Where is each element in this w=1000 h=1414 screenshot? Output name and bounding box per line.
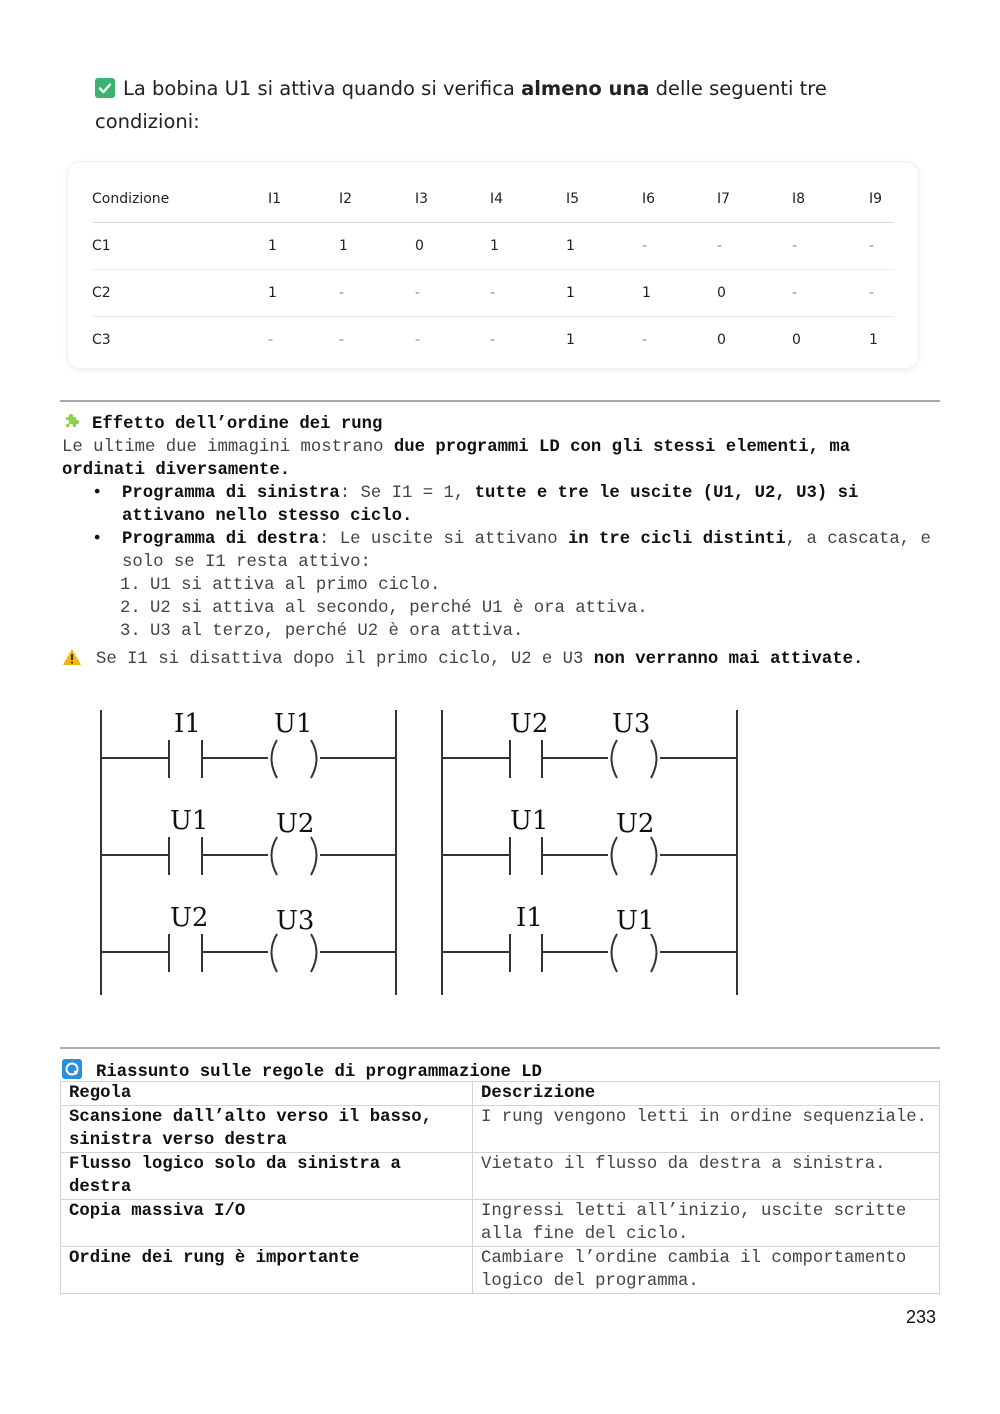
coil-symbol (612, 740, 657, 778)
list-item: 3. U3 al terzo, perché U2 è ora attiva. (120, 622, 524, 641)
coil-symbol (272, 837, 317, 875)
warning-icon (62, 648, 82, 674)
bullet-label: Programma di sinistra (122, 484, 340, 503)
step-text: U1 si attiva al primo ciclo. (150, 576, 441, 595)
check-icon (95, 78, 115, 98)
rung (101, 709, 396, 778)
ladder-diagram (90, 700, 770, 1000)
bullet-bold: tutte e tre le uscite (U1, U2, U3) si attivano nello stesso ciclo. (122, 484, 859, 526)
contact-label: U2 (510, 709, 549, 739)
intro-text: La bobina U1 si attiva quando si verifica (123, 77, 522, 100)
steps-list (62, 574, 942, 643)
header-cell: I6 (642, 176, 717, 223)
bullet-text: : Le uscite si attivano (319, 530, 568, 549)
list-item (122, 528, 942, 574)
table-cell: - (869, 270, 894, 317)
coil-label: U2 (276, 809, 315, 839)
bullet-text-end: , a cascata, e solo se I1 resta attivo: (122, 530, 931, 572)
coil-symbol (272, 934, 317, 972)
table-row (61, 1106, 940, 1153)
table-row (61, 1153, 940, 1200)
table-cell: - (792, 270, 869, 317)
coil-symbol (612, 837, 657, 875)
coil-symbol (272, 740, 317, 778)
bullet-label: Programma di destra (122, 530, 320, 549)
summary-table (60, 1081, 940, 1294)
rule-cell: Scansione dall’alto verso il basso, sinistra verso destra (61, 1106, 473, 1153)
header-cell: I9 (869, 176, 894, 223)
header-cell: I1 (268, 176, 339, 223)
table-cell: 0 (792, 317, 869, 364)
coil-label: U3 (276, 906, 315, 936)
contact-label: U1 (170, 806, 209, 836)
rung (442, 709, 737, 778)
table-cell: - (339, 317, 415, 364)
bullet-bold: in tre cicli distinti (567, 530, 786, 549)
summary-title (62, 1059, 542, 1082)
warning-note (62, 648, 942, 674)
rule-cell: Ordine dei rung è importante (61, 1247, 473, 1294)
table-cell: 1 (642, 270, 717, 317)
table-cell: - (490, 270, 566, 317)
page-number: 233 (906, 1307, 937, 1327)
table-cell: - (415, 270, 490, 317)
rung (442, 903, 737, 972)
effect-heading (62, 411, 942, 436)
table-cell: - (268, 317, 339, 364)
intro-paragraph (95, 72, 855, 138)
conditions-card (68, 162, 918, 368)
list-item: 2. U2 si attiva al secondo, perché U1 è ora attiva. (120, 599, 648, 618)
header-cell: I2 (339, 176, 415, 223)
coil-label: U2 (616, 809, 655, 839)
table-row (61, 1200, 940, 1247)
effect-heading-text: Effetto dell’ordine dei rung (92, 415, 383, 434)
table-cell: 1 (268, 238, 277, 254)
list-item: 1. U1 si attiva al primo ciclo. (120, 576, 441, 595)
summary-title-text: Riassunto sulle regole di programmazione LD (96, 1063, 542, 1082)
table-cell: 1 (869, 317, 894, 364)
table-cell: C3 (92, 317, 268, 364)
description-cell: Vietato il flusso da destra a sinistra. (473, 1153, 940, 1200)
intro-bold: almeno una (521, 77, 650, 100)
step-text: U2 si attiva al secondo, perché U1 è ora attiva. (150, 599, 648, 618)
table-cell: - (642, 317, 717, 364)
header-cell: Regola (61, 1082, 473, 1106)
description-cell: Cambiare l’ordine cambia il comportamento logico del programma. (473, 1247, 940, 1294)
table-cell: - (717, 238, 723, 254)
coil-label: U1 (274, 709, 313, 739)
table-cell: 1 (566, 270, 642, 317)
rung (101, 903, 396, 972)
table-header-row (92, 176, 894, 223)
table-cell: 1 (566, 317, 642, 364)
table-cell: 0 (415, 238, 424, 254)
effect-intro-text: Le ultime due immagini mostrano (62, 438, 394, 457)
table-cell: - (869, 238, 875, 254)
header-cell: I8 (792, 176, 869, 223)
intro-text-end: delle seguenti tre condizioni: (95, 77, 827, 133)
rule-cell: Flusso logico solo da sinistra a destra (61, 1153, 473, 1200)
table-header-row (61, 1082, 940, 1106)
coil-symbol (612, 934, 657, 972)
contact-label: U2 (170, 903, 209, 933)
table-cell: 1 (566, 238, 575, 254)
contact-label: I1 (516, 903, 543, 933)
warning-bold: non verranno mai attivate. (593, 650, 864, 669)
rule-cell: Copia massiva I/O (61, 1200, 473, 1247)
bullet-text: : Se I1 = 1, (339, 484, 475, 503)
rung (442, 806, 737, 875)
table-cell: 1 (490, 238, 499, 254)
list-item (122, 482, 942, 528)
warning-text: Se I1 si disattiva dopo il primo ciclo, U2 e U3 (96, 650, 594, 669)
table-cell: 0 (717, 270, 792, 317)
effect-intro-bold: due programmi LD con gli stessi elementi, ma ordinati diversamente. (62, 438, 851, 480)
effect-section (62, 411, 942, 674)
header-cell: I4 (490, 176, 566, 223)
header-cell: I7 (717, 176, 792, 223)
description-cell: Ingressi letti all’inizio, uscite scritte alla fine del ciclo. (473, 1200, 940, 1247)
coil-label: U3 (612, 709, 651, 739)
table-cell: - (339, 270, 415, 317)
table-cell: - (415, 317, 490, 364)
conditions-table (92, 176, 894, 363)
section-divider (60, 400, 940, 402)
puzzle-icon (62, 411, 82, 431)
description-cell: I rung vengono letti in ordine sequenziale. (473, 1106, 940, 1153)
table-cell: 1 (339, 238, 348, 254)
table-cell: - (792, 238, 798, 254)
contact-label: I1 (174, 709, 201, 739)
step-text: U3 al terzo, perché U2 è ora attiva. (150, 622, 524, 641)
table-row (92, 317, 894, 364)
table-cell: 0 (717, 317, 792, 364)
table-cell: 1 (268, 270, 339, 317)
table-cell: - (490, 317, 566, 364)
header-cell: Condizione (92, 176, 268, 223)
table-cell: C1 (92, 238, 111, 254)
section-divider (60, 1047, 940, 1049)
effect-intro (62, 436, 942, 482)
header-cell: I3 (415, 176, 490, 223)
table-row (61, 1247, 940, 1294)
rung (101, 806, 396, 875)
effect-list (62, 482, 942, 574)
header-cell: Descrizione (473, 1082, 940, 1106)
coil-label: U1 (616, 906, 655, 936)
table-cell: - (642, 238, 648, 254)
table-row (92, 223, 894, 270)
table-row (92, 270, 894, 317)
info-icon (62, 1059, 82, 1079)
contact-label: U1 (510, 806, 549, 836)
table-cell: C2 (92, 270, 268, 317)
header-cell: I5 (566, 176, 642, 223)
